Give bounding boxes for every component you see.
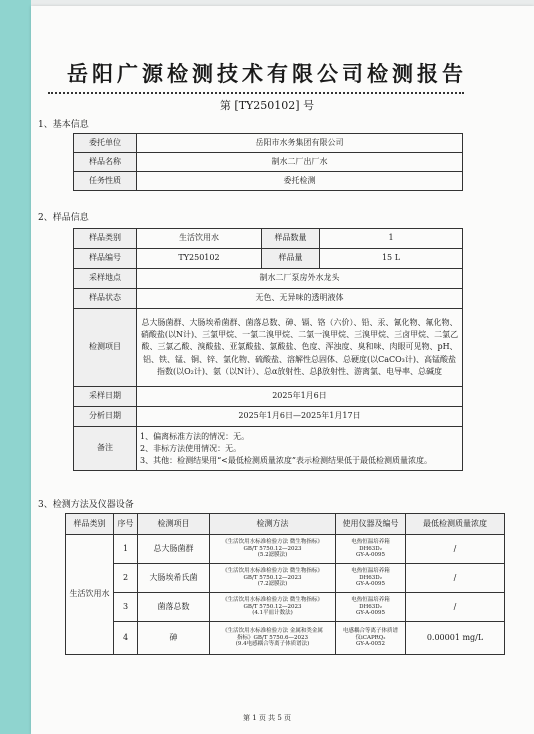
note-line: 2、非标方法使用情况：无。 xyxy=(140,443,242,453)
basic-info-table xyxy=(73,133,463,191)
sample-qty-value: 1 xyxy=(320,229,463,249)
col-header-method: 检测方法 xyxy=(210,514,336,535)
row-item: 总大肠菌群 xyxy=(138,535,210,564)
category-cell: 生活饮用水 xyxy=(66,535,114,655)
sample-amount-label: 样品量 xyxy=(262,249,320,269)
sampling-date-value: 2025年1月6日 xyxy=(137,387,463,407)
row-instrument: 电热恒温培养箱 DH63D₂ GY-A-0095 xyxy=(336,593,406,622)
note-line: 3、其他：检测结果用“<最低检测质量浓度”表示检测结果低于最低检测质量浓度。 xyxy=(140,455,432,465)
sample-name-value: 制水二厂出厂水 xyxy=(137,153,463,172)
row-item: 砷 xyxy=(138,622,210,655)
row-no: 1 xyxy=(114,535,138,564)
col-header-item: 检测项目 xyxy=(138,514,210,535)
row-method: 《生活饮用水标准检验方法 微生物指标》 GB/T 5750.12—2023 (7.2滤膜法) xyxy=(210,564,336,593)
page-footer: 第 1 页 共 5 页 xyxy=(242,714,292,722)
section-methods: 3、检测方法及仪器设备 xyxy=(38,500,134,510)
row-limit: / xyxy=(406,593,505,622)
report-title: 岳阳广源检测技术有限公司检测报告 xyxy=(67,62,467,86)
sample-qty-label: 样品数量 xyxy=(262,229,320,249)
analysis-date-label: 分析日期 xyxy=(74,407,137,427)
sample-amount-value: 15 L xyxy=(320,249,463,269)
row-item: 菌落总数 xyxy=(138,593,210,622)
sample-code-label: 样品编号 xyxy=(74,249,137,269)
task-label: 任务性质 xyxy=(74,172,137,191)
sample-state-label: 样品状态 xyxy=(74,289,137,309)
section-sample-info: 2、样品信息 xyxy=(38,213,89,223)
table-row xyxy=(66,564,505,593)
table-row xyxy=(66,593,505,622)
title-divider xyxy=(48,92,464,94)
notes-label: 备注 xyxy=(74,427,137,471)
client-label: 委托单位 xyxy=(74,134,137,153)
table-row xyxy=(66,535,505,564)
row-item: 大肠埃希氏菌 xyxy=(138,564,210,593)
row-method: 《生活饮用水标准检验方法 微生物指标》 GB/T 5750.12—2023 (5.2滤膜法) xyxy=(210,535,336,564)
report-number: 第 [TY250102] 号 xyxy=(219,99,315,112)
sample-name-label: 样品名称 xyxy=(74,153,137,172)
row-instrument: 电热恒温培养箱 DH63D₂ GY-A-0095 xyxy=(336,564,406,593)
row-limit: / xyxy=(406,564,505,593)
row-instrument: 电热恒温培养箱 DH63D₂ GY-A-0095 xyxy=(336,535,406,564)
sample-category-label: 样品类别 xyxy=(74,229,137,249)
notes-value xyxy=(137,427,463,471)
sampling-site-value: 制水二厂泵房外水龙头 xyxy=(137,269,463,289)
table-row xyxy=(66,622,505,655)
row-no: 2 xyxy=(114,564,138,593)
row-instrument: 电感耦合等离子体质谱 仪iCAPRQ₂ GY-A-0052 xyxy=(336,622,406,655)
sample-code-value: TY250102 xyxy=(137,249,262,269)
sampling-site-label: 采样地点 xyxy=(74,269,137,289)
row-method: 《生活饮用水标准检验方法 微生物指标》 GB/T 5750.12—2023 (4.1平皿计数法) xyxy=(210,593,336,622)
row-no: 4 xyxy=(114,622,138,655)
sampling-date-label: 采样日期 xyxy=(74,387,137,407)
row-method: 《生活饮用水标准检验方法 金属和类金属 指标》GB/T 5750.6—2023 (9.4电感耦合等离子体质谱法) xyxy=(210,622,336,655)
task-value: 委托检测 xyxy=(137,172,463,191)
client-value: 岳阳市水务集团有限公司 xyxy=(137,134,463,153)
sample-category-value: 生活饮用水 xyxy=(137,229,262,249)
col-header-instrument: 使用仪器及编号 xyxy=(336,514,406,535)
col-header-no: 序号 xyxy=(114,514,138,535)
test-items-label: 检测项目 xyxy=(74,309,137,387)
analysis-date-value: 2025年1月6日—2025年1月17日 xyxy=(137,407,463,427)
col-header-limit: 最低检测质量浓度 xyxy=(406,514,505,535)
row-no: 3 xyxy=(114,593,138,622)
row-limit: 0.00001 mg/L xyxy=(406,622,505,655)
sample-info-table xyxy=(73,228,463,471)
sample-state-value: 无色、无异味的透明液体 xyxy=(137,289,463,309)
method-table xyxy=(65,513,505,655)
col-header-category: 样品类别 xyxy=(66,514,114,535)
section-basic-info: 1、基本信息 xyxy=(38,120,89,130)
test-items-value: 总大肠菌群、大肠埃希菌群、菌落总数、砷、镉、铬（六价）、铅、汞、氰化物、氟化物、硝酸盐(以N计)、三氯甲烷、一氯二溴甲烷、二氯一溴甲烷、三溴甲烷、三卤甲烷、二氯乙酸、三氯乙酸、溴酸盐、亚氯酸盐、氯酸盐、色度、浑浊度、臭和味、肉眼可见物、pH、铝、铁、锰、铜、锌、氯化物、硫酸盐、溶解性总固体、总硬度(以CaCO₃计)、高锰酸盐指数(以O₂计)、氨（以N计）、总α放射性、总β放射性、游离氯、电导率、总碱度 xyxy=(137,309,463,387)
row-limit: / xyxy=(406,535,505,564)
note-line: 1、偏离标准方法的情况：无。 xyxy=(140,431,250,441)
